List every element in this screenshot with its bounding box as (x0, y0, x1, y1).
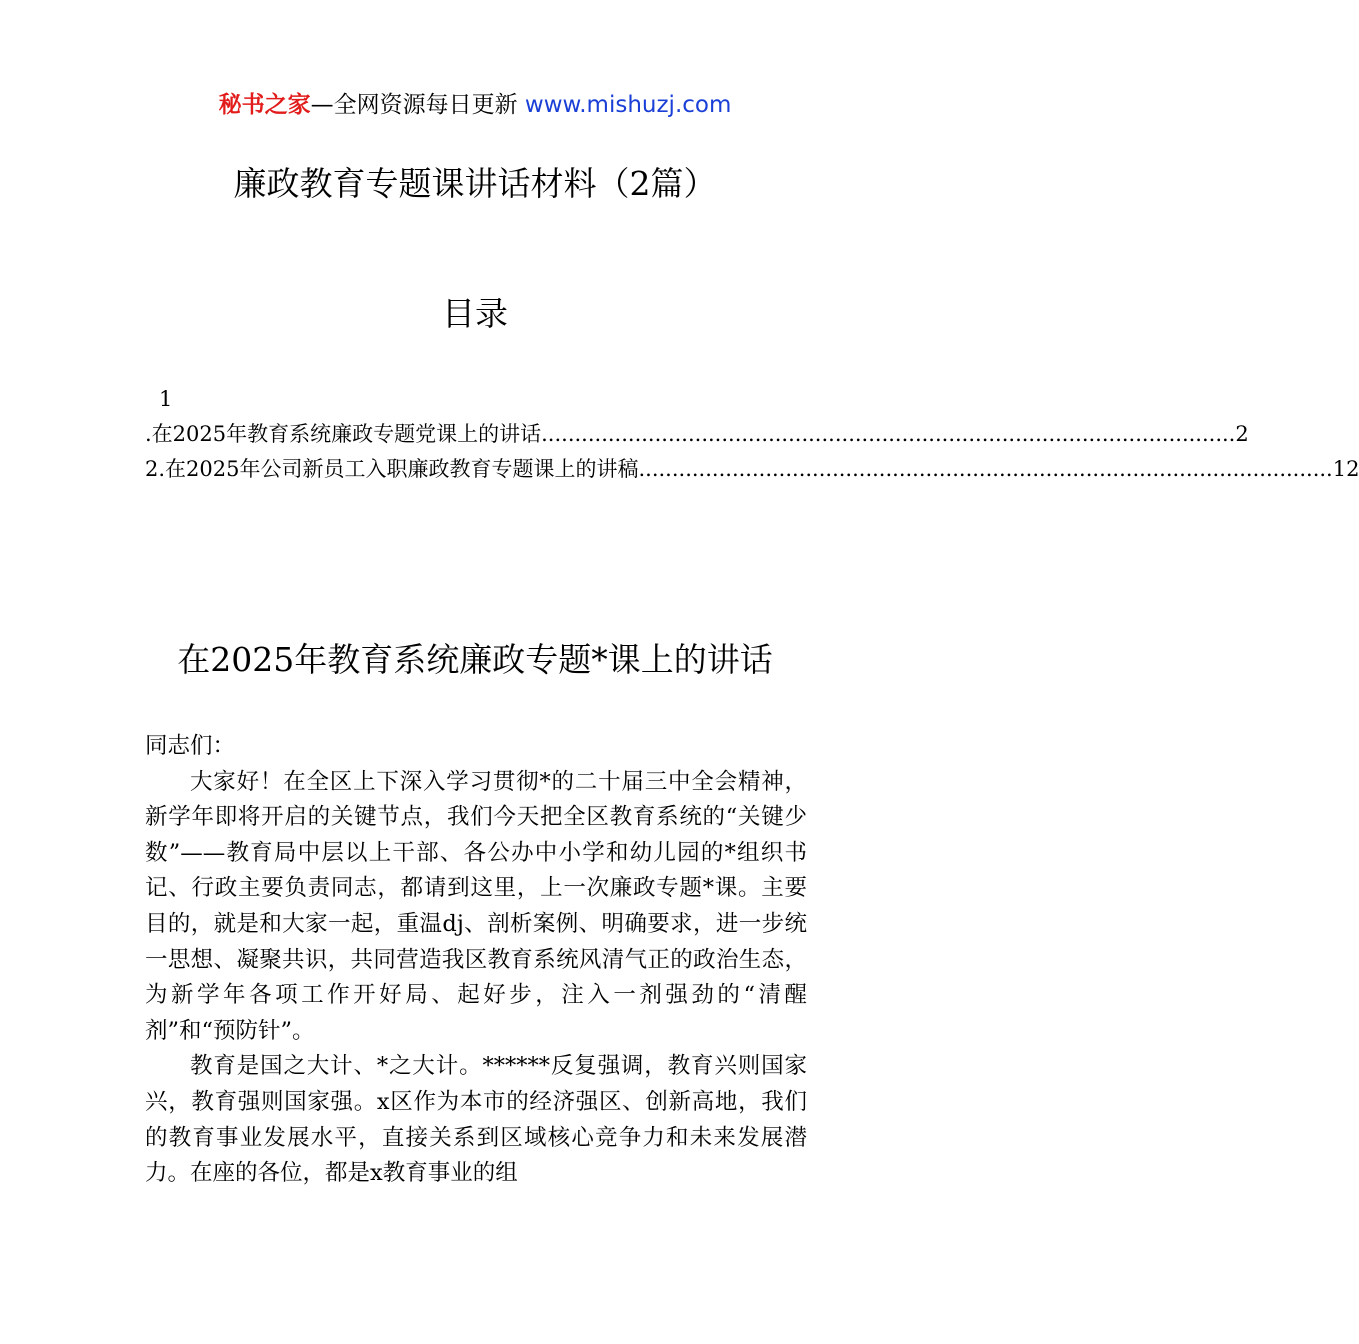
toc-heading: 目录 (442, 294, 508, 333)
toc-entry-1[interactable] (145, 417, 1249, 452)
toc-dot-leader: ........................................................................................................ (638, 457, 1333, 481)
toc-entry-number: 1 (159, 387, 173, 411)
document-title: 廉政教育专题课讲话材料（2篇） (233, 164, 717, 203)
toc-entry-text: 2.在2025年公司新员工入职廉政教育专题课上的讲稿 (145, 457, 639, 481)
section-title: 在2025年教育系统廉政专题*课上的讲话 (177, 640, 773, 679)
toc-page-number: 2 (1235, 422, 1249, 446)
toc-entry-2[interactable] (145, 452, 1359, 487)
toc-entry-text: .在2025年教育系统廉政专题党课上的讲话 (145, 422, 542, 446)
salutation: 同志们： (145, 733, 236, 759)
toc-page-number: 12 (1332, 457, 1359, 481)
site-link[interactable]: www.mishuzj.com (524, 92, 732, 118)
paragraph: 大家好！在全区上下深入学习贯彻*的二十届三中全会精神，新学年即将开启的关键节点，我们今天把全区教育系统的“关键少数”——教育局中层以上干部、各公办中小学和幼儿园的*组织书记、行政主要负责同志，都请到这里，上一次廉政专题*课。主要目的，就是和大家一起，重温dj、剖析案例、明确要求，进一步统一思想、凝聚共识，共同营造我区教育系统风清气正的政治生态，为新学年各项工作开好局、起好步，注入一剂强劲的“清醒剂”和“预防针”。 (145, 768, 807, 1044)
brand-name: 秘书之家 (218, 92, 311, 118)
speech-body (145, 729, 807, 1192)
header-tagline: —全网资源每日更新 (310, 92, 518, 118)
paragraph: 教育是国之大计、*之大计。******反复强调，教育兴则国家兴，教育强则国家强。x区作为本市的经济强区、创新高地，我们的教育事业发展水平，直接关系到区域核心竞争力和未来发展潜力。在座的各位，都是x教育事业的组 (145, 1053, 807, 1187)
table-of-contents (145, 382, 1359, 487)
toc-dot-leader: ........................................................................................................ (541, 422, 1236, 446)
site-header (0, 88, 950, 122)
